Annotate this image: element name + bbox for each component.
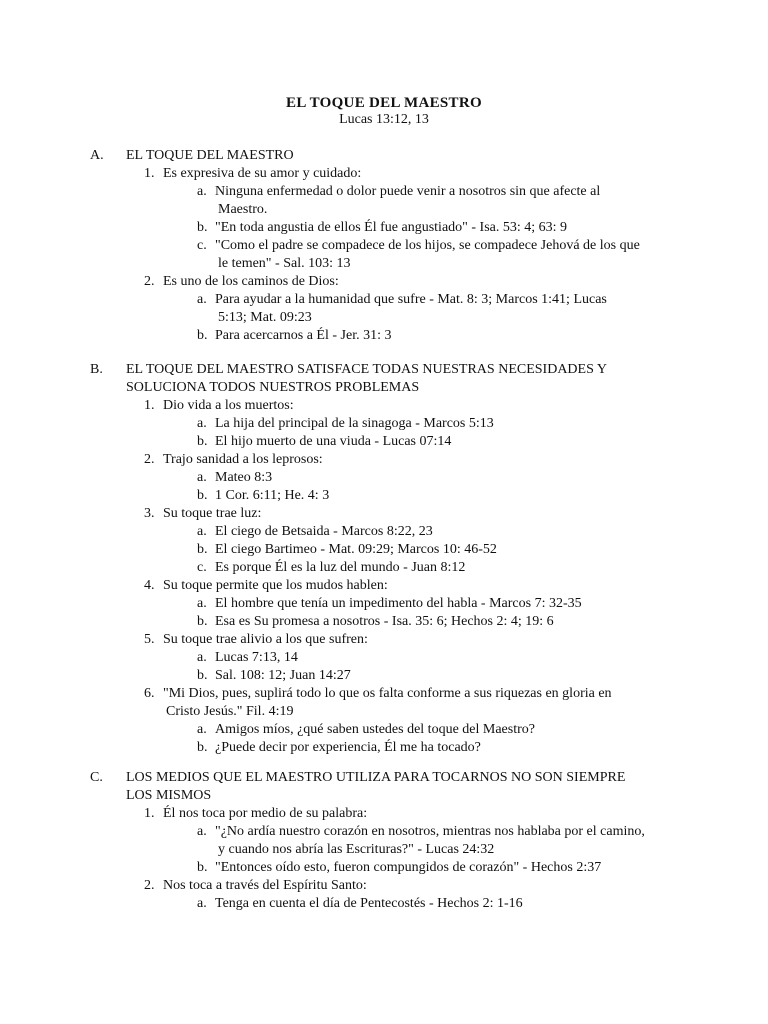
point-number: 2. xyxy=(144,452,155,467)
subpoint-text: El ciego de Betsaida - Marcos 8:22, 23 xyxy=(215,524,433,539)
point-number: 2. xyxy=(144,878,155,893)
subpoint-text: Ninguna enfermedad o dolor puede venir a nosotros sin que afecte al xyxy=(215,184,601,199)
subpoint-letter: b. xyxy=(197,614,208,629)
section-heading: EL TOQUE DEL MAESTRO SATISFACE TODAS NUESTRAS NECESIDADES Y xyxy=(126,362,607,377)
subpoint-text: Lucas 7:13, 14 xyxy=(215,650,298,665)
subpoint-text: Para ayudar a la humanidad que sufre - Mat. 8: 3; Marcos 1:41; Lucas xyxy=(215,292,607,307)
point-text: Su toque trae alivio a los que sufren: xyxy=(163,632,368,647)
subpoint-letter: a. xyxy=(197,184,207,199)
subpoint-text: Mateo 8:3 xyxy=(215,470,273,485)
point-text: "Mi Dios, pues, suplirá todo lo que os falta conforme a sus riquezas en gloria en xyxy=(163,686,612,701)
subpoint-text: El hombre que tenía un impedimento del habla - Marcos 7: 32-35 xyxy=(215,596,582,611)
subpoint-letter: b. xyxy=(197,328,208,343)
point-text: Es expresiva de su amor y cuidado: xyxy=(163,166,362,181)
point-number: 5. xyxy=(144,632,155,647)
subpoint-letter: a. xyxy=(197,416,207,431)
subpoint-letter: b. xyxy=(197,860,208,875)
subpoint-text: "¿No ardía nuestro corazón en nosotros, mientras nos hablaba por el camino, xyxy=(215,824,645,839)
subpoint-letter: b. xyxy=(197,488,208,503)
point-number: 2. xyxy=(144,274,155,289)
point-text: Nos toca a través del Espíritu Santo: xyxy=(163,878,367,893)
section-heading: LOS MEDIOS QUE EL MAESTRO UTILIZA PARA TOCARNOS NO SON SIEMPRE xyxy=(126,770,626,785)
subpoint-text: "Como el padre se compadece de los hijos, se compadece Jehová de los que xyxy=(215,238,640,253)
subpoint-letter: a. xyxy=(197,650,207,665)
section-letter: A. xyxy=(90,148,104,163)
subpoint-letter: b. xyxy=(197,220,208,235)
subpoint-letter: a. xyxy=(197,596,207,611)
subpoint-letter: c. xyxy=(197,560,207,575)
subpoint-letter: b. xyxy=(197,542,208,557)
subpoint-text: "Entonces oído esto, fueron compungidos de corazón" - Hechos 2:37 xyxy=(215,860,602,875)
subpoint-letter: b. xyxy=(197,740,208,755)
subpoint-text: 5:13; Mat. 09:23 xyxy=(218,310,312,325)
subpoint-text: Tenga en cuenta el día de Pentecostés - Hechos 2: 1-16 xyxy=(215,896,523,911)
subpoint-text: y cuando nos abría las Escrituras?" - Lucas 24:32 xyxy=(218,842,495,857)
section-letter: B. xyxy=(90,362,103,377)
point-number: 4. xyxy=(144,578,155,593)
subpoint-text: ¿Puede decir por experiencia, Él me ha tocado? xyxy=(215,740,481,755)
subpoint-letter: a. xyxy=(197,722,207,737)
point-number: 1. xyxy=(144,398,155,413)
subpoint-letter: a. xyxy=(197,524,207,539)
subpoint-letter: b. xyxy=(197,668,208,683)
document-subtitle: Lucas 13:12, 13 xyxy=(339,112,429,127)
point-number: 3. xyxy=(144,506,155,521)
section-heading: SOLUCIONA TODOS NUESTROS PROBLEMAS xyxy=(126,380,420,395)
subpoint-text: El ciego Bartimeo - Mat. 09:29; Marcos 10: 46-52 xyxy=(215,542,497,557)
subpoint-text: "En toda angustia de ellos Él fue angustiado" - Isa. 53: 4; 63: 9 xyxy=(215,220,568,235)
subpoint-text: Esa es Su promesa a nosotros - Isa. 35: 6; Hechos 2: 4; 19: 6 xyxy=(215,614,554,629)
subpoint-letter: a. xyxy=(197,470,207,485)
point-number: 1. xyxy=(144,166,155,181)
subpoint-text: Amigos míos, ¿qué saben ustedes del toque del Maestro? xyxy=(215,722,535,737)
subpoint-letter: a. xyxy=(197,896,207,911)
subpoint-letter: a. xyxy=(197,824,207,839)
point-text: Su toque permite que los mudos hablen: xyxy=(163,578,388,593)
subpoint-letter: a. xyxy=(197,292,207,307)
subpoint-text: Maestro. xyxy=(218,202,268,217)
subpoint-text: La hija del principal de la sinagoga - Marcos 5:13 xyxy=(215,416,494,431)
point-number: 1. xyxy=(144,806,155,821)
point-text: Trajo sanidad a los leprosos: xyxy=(163,452,323,467)
subpoint-text: Para acercarnos a Él - Jer. 31: 3 xyxy=(215,328,392,343)
point-number: 6. xyxy=(144,686,155,701)
section-heading: LOS MISMOS xyxy=(126,788,212,803)
subpoint-text: le temen" - Sal. 103: 13 xyxy=(218,256,351,271)
document-title: EL TOQUE DEL MAESTRO xyxy=(286,95,482,111)
subpoint-text: Sal. 108: 12; Juan 14:27 xyxy=(215,668,351,683)
subpoint-text: 1 Cor. 6:11; He. 4: 3 xyxy=(215,488,330,503)
section-letter: C. xyxy=(90,770,103,785)
subpoint-letter: c. xyxy=(197,238,207,253)
point-text: Él nos toca por medio de su palabra: xyxy=(163,806,368,821)
point-text: Es uno de los caminos de Dios: xyxy=(163,274,339,289)
point-text: Cristo Jesús." Fil. 4:19 xyxy=(166,704,294,719)
subpoint-letter: b. xyxy=(197,434,208,449)
section-heading: EL TOQUE DEL MAESTRO xyxy=(126,148,294,163)
subpoint-text: Es porque Él es la luz del mundo - Juan 8:12 xyxy=(215,560,466,575)
subpoint-text: El hijo muerto de una viuda - Lucas 07:14 xyxy=(215,434,452,449)
point-text: Dio vida a los muertos: xyxy=(163,398,294,413)
point-text: Su toque trae luz: xyxy=(163,506,262,521)
